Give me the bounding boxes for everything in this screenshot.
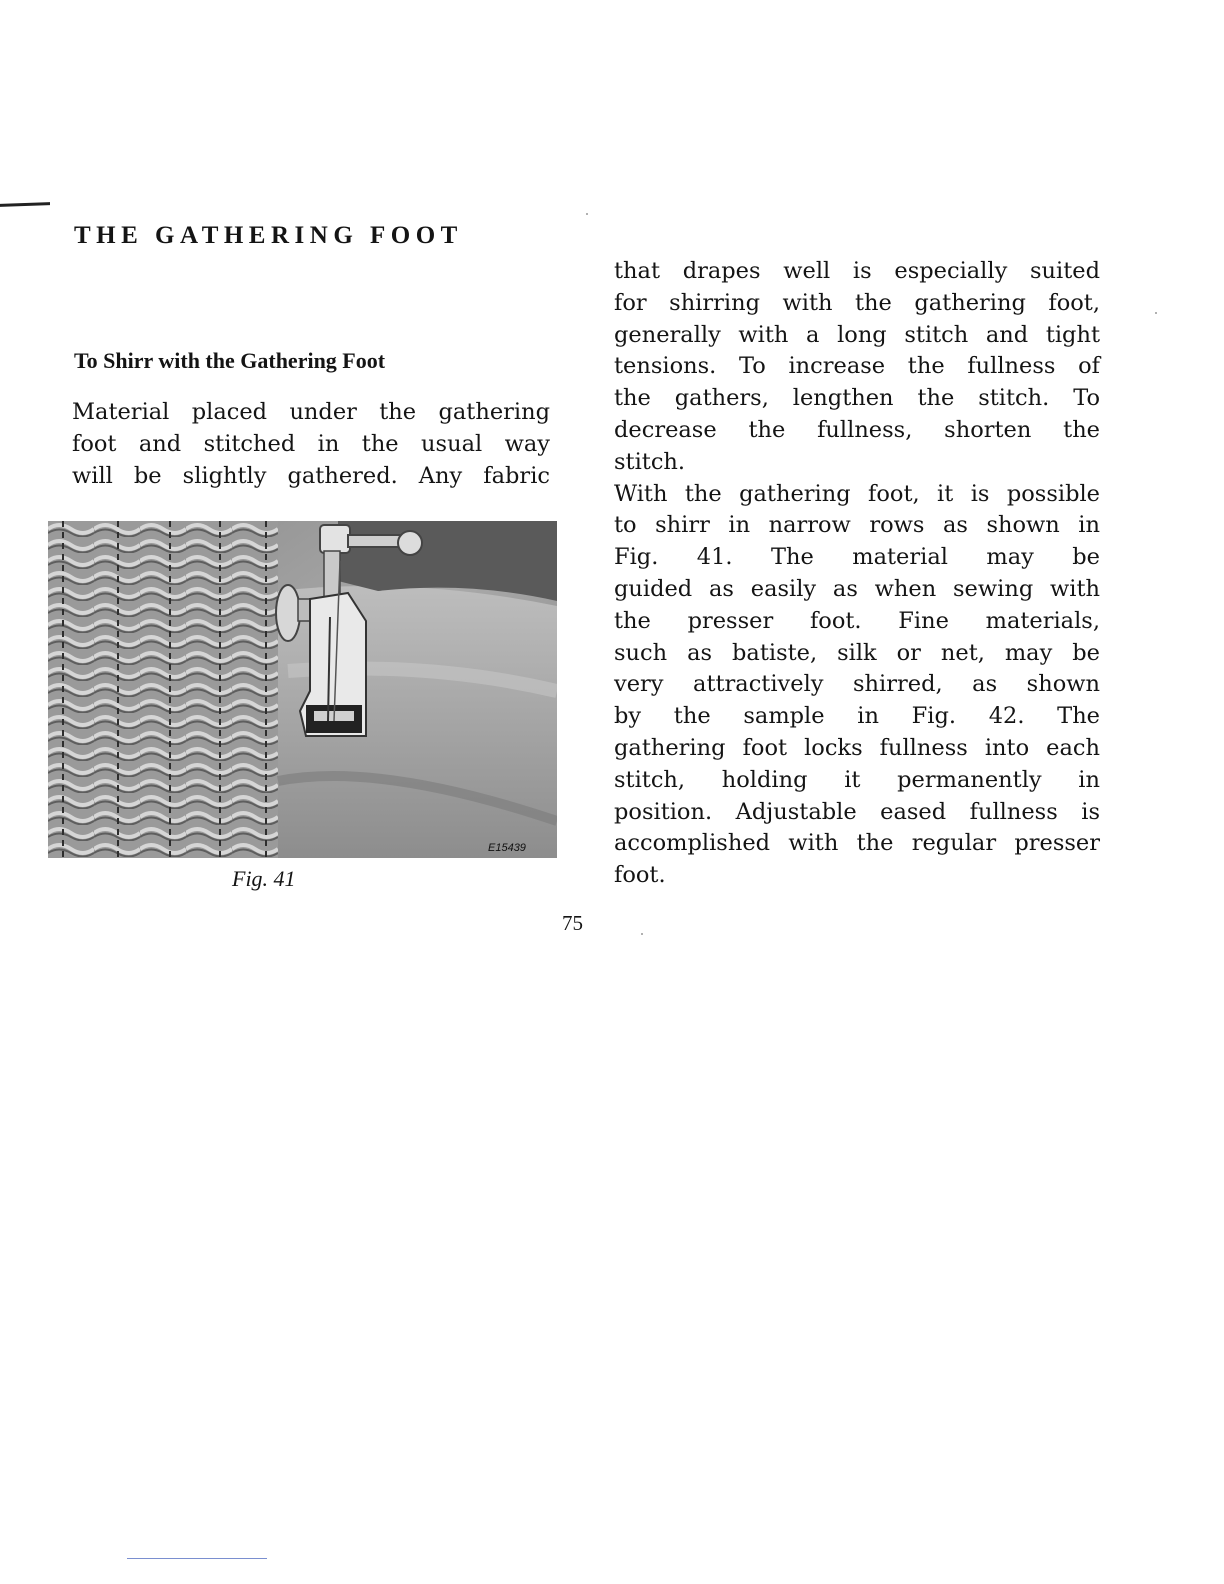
text-line: Material placed under the gathering <box>72 399 550 425</box>
text-line: such as batiste, silk or net, may be <box>614 639 1100 666</box>
text-line: generally with a long stitch and tight <box>614 321 1100 348</box>
left-paragraph <box>72 397 550 492</box>
text-line: very attractively shirred, as shown <box>614 671 1100 698</box>
text-line: tensions. To increase the fullness of <box>614 353 1100 380</box>
scan-speck <box>586 213 588 215</box>
text-line: the presser foot. Fine materials, <box>614 607 1100 634</box>
figure-caption: Fig. 41 <box>232 866 296 891</box>
right-column <box>614 256 1100 892</box>
text-line: position. Adjustable eased fullness is <box>614 798 1100 825</box>
text-line: for shirring with the gathering foot, <box>614 289 1100 316</box>
figure-photo-shirring <box>48 521 557 858</box>
bottom-rule <box>127 1558 267 1559</box>
text-line: gathering foot locks fullness into each <box>614 734 1100 761</box>
text-line: accomplished with the regular presser <box>614 830 1100 857</box>
right-paragraph-2 <box>614 479 1100 892</box>
photo-stamp: E15439 <box>488 842 526 854</box>
text-line: decrease the fullness, shorten the <box>614 416 1100 443</box>
text-line: guided as easily as when sewing with <box>614 575 1100 602</box>
text-line: foot and stitched in the usual way <box>72 430 550 457</box>
text-line: to shirr in narrow rows as shown in <box>614 512 1100 539</box>
right-paragraph-1 <box>614 256 1100 479</box>
subheading: To Shirr with the Gathering Foot <box>74 348 386 373</box>
text-line: Fig. 41. The material may be <box>614 544 1100 571</box>
left-column <box>72 397 550 492</box>
text-line: stitch, holding it permanently in <box>614 766 1100 793</box>
text-line: that drapes well is especially suited <box>614 258 1100 284</box>
scan-speck <box>641 933 643 935</box>
text-line: by the sample in Fig. 42. The <box>614 703 1100 730</box>
scan-speck <box>1155 312 1157 314</box>
photo-illustration <box>48 521 557 858</box>
text-line: With the gathering foot, it is possible <box>614 480 1100 507</box>
text-line: foot. <box>614 862 666 889</box>
scan-edge-mark <box>0 202 50 207</box>
page-number: 75 <box>562 911 583 935</box>
text-line: stitch. <box>614 448 686 475</box>
text-line: the gathers, lengthen the stitch. To <box>614 385 1100 412</box>
text-line: will be slightly gathered. Any fabric <box>72 462 550 489</box>
section-title: THE GATHERING FOOT <box>74 222 463 249</box>
